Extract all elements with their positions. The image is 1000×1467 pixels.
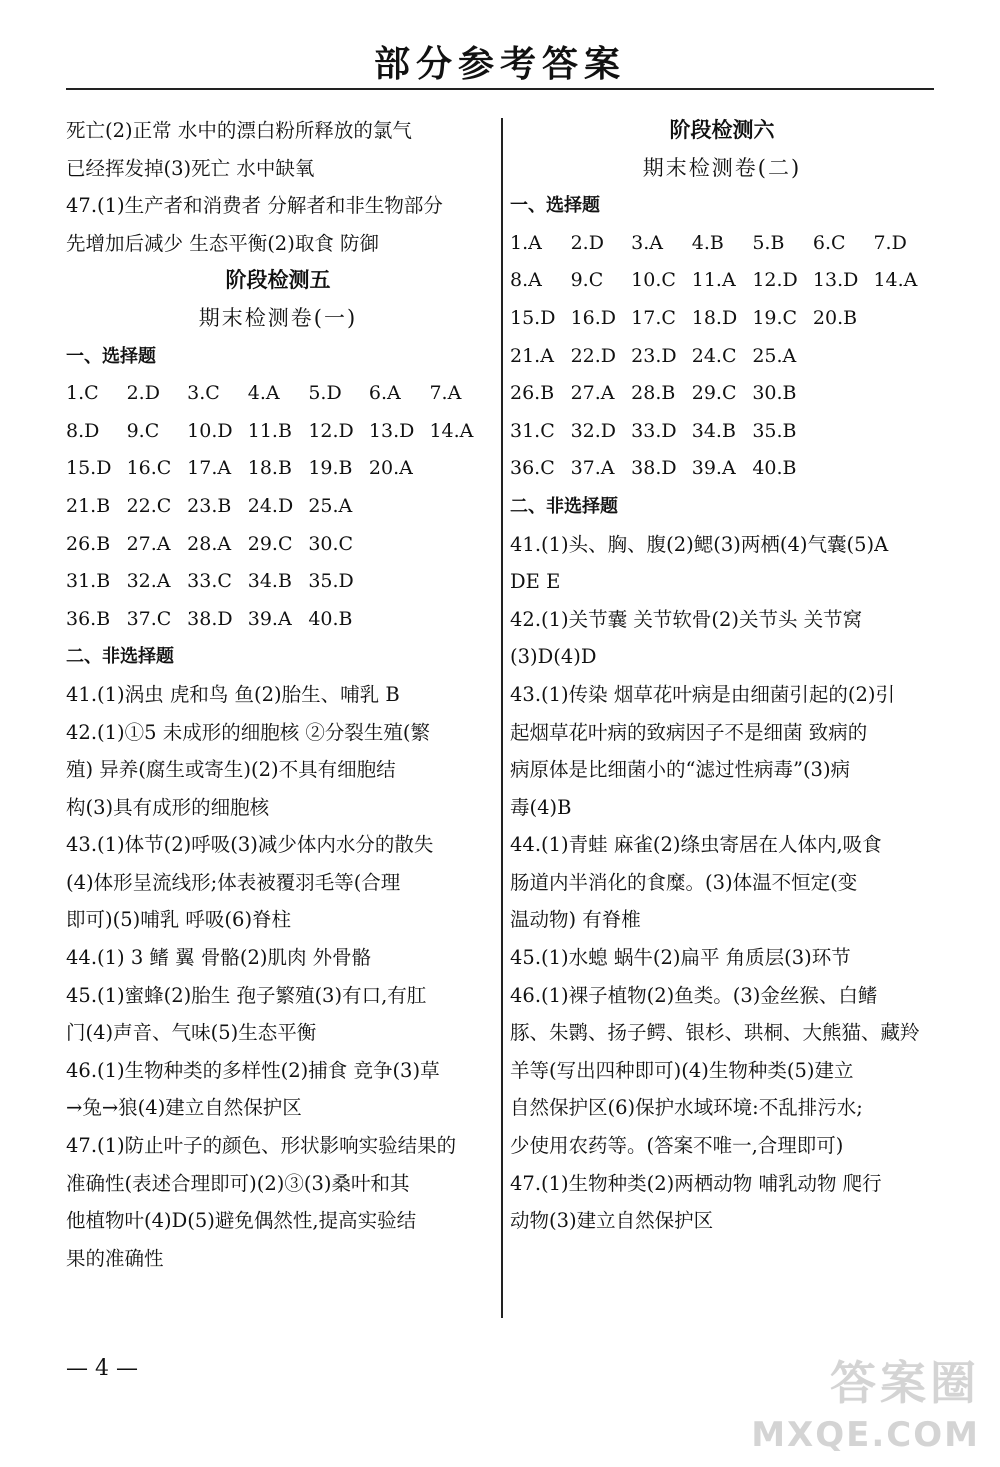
choice-answer: 20.A [368, 457, 413, 480]
choice-answer-row [66, 413, 490, 451]
choice-answer [369, 526, 430, 564]
choice-answer: 10.C [631, 269, 676, 292]
choice-answer: 7.A [429, 382, 462, 405]
text-line: DE E [510, 570, 561, 594]
left-column [66, 112, 490, 1277]
choice-answer-row [66, 375, 490, 413]
choice-answer: 14.A [873, 269, 918, 292]
choice-answer [429, 601, 490, 639]
choice-answer: 13.D [368, 419, 415, 442]
choice-answer: 19.B [308, 457, 353, 480]
text-line: 41.(1)涡虫 虎和鸟 鱼(2)胎生、哺乳 B [66, 682, 400, 706]
choice-answer: 33.D [631, 419, 677, 442]
choice-answer [873, 300, 934, 338]
choice-answer: 15.D [66, 457, 112, 480]
choice-answer [369, 601, 430, 639]
text-line: 即可)(5)哺乳 呼吸(6)脊柱 [66, 908, 292, 932]
text-line: →兔→狼(4)建立自然保护区 [66, 1096, 302, 1120]
choice-answer: 27.A [126, 532, 171, 555]
header-divider [66, 88, 934, 90]
choice-answer: 5.D [308, 382, 342, 405]
choice-answer [369, 488, 430, 526]
choice-answer [813, 450, 874, 488]
choice-answer: 20.B [812, 306, 858, 329]
text-line: 47.(1)生物种类(2)两栖动物 哺乳动物 爬行 [510, 1171, 882, 1195]
choice-answer: 21.A [510, 344, 554, 367]
text-line: 少使用农药等。(答案不唯一,合理即可) [510, 1134, 844, 1158]
choice-answer: 25.A [752, 344, 797, 367]
choice-answer: 30.C [308, 532, 354, 555]
text-line: 已经挥发掉(3)死亡 水中缺氧 [66, 156, 315, 180]
text-line: 肠道内半消化的食糜。(3)体温不恒定(变 [510, 870, 858, 894]
choice-answer-row [66, 563, 490, 601]
choice-answer: 25.A [308, 494, 353, 517]
choice-answer: 18.B [247, 457, 292, 480]
choice-answer: 7.D [873, 231, 907, 254]
choice-answer: 22.D [570, 344, 617, 367]
choice-answer: 36.B [66, 607, 111, 630]
column-divider [501, 118, 503, 1318]
choice-answer: 34.B [247, 570, 292, 593]
choice-answer: 5.B [752, 231, 785, 254]
choice-answer: 17.A [187, 457, 232, 480]
choice-answer: 29.C [247, 532, 293, 555]
choice-answer: 34.B [691, 419, 736, 442]
watermark-logo: 答案圈 [830, 1356, 980, 1410]
choice-answer: 38.D [631, 457, 677, 480]
choice-answer-row [66, 526, 490, 564]
choice-answer: 23.B [187, 494, 232, 517]
page-title: 部分参考答案 [373, 44, 626, 85]
section-title-choice: 一、选择题 [66, 345, 156, 367]
choice-answer-row [510, 375, 934, 413]
choice-answer: 13.D [812, 269, 859, 292]
choice-answer-row [510, 225, 934, 263]
choice-answer-row [66, 488, 490, 526]
text-line: 46.(1)裸子植物(2)鱼类。(3)金丝猴、白鳍 [510, 983, 878, 1007]
text-line: 起烟草花叶病的致病因子不是细菌 致病的 [510, 720, 868, 744]
choice-answer: 28.B [631, 382, 676, 405]
choice-answer: 6.C [812, 231, 846, 254]
choice-answer: 14.A [429, 419, 474, 442]
choice-answer: 15.D [510, 306, 556, 329]
choice-answer-row [510, 338, 934, 376]
choice-answer: 37.C [126, 607, 172, 630]
section-title-nonchoice: 二、非选择题 [510, 495, 618, 517]
choice-answer: 32.A [126, 570, 171, 593]
choice-answer: 17.C [631, 306, 676, 329]
choice-answer: 31.B [66, 570, 111, 593]
choice-answer: 12.D [308, 419, 354, 442]
text-line: 43.(1)体节(2)呼吸(3)减少体内水分的散失 [66, 833, 434, 857]
text-line: 自然保护区(6)保护水域环境:不乱排污水; [510, 1096, 863, 1120]
choice-answer: 35.D [308, 570, 354, 593]
text-line: 果的准确性 [66, 1246, 164, 1270]
text-line: 动物(3)建立自然保护区 [510, 1209, 714, 1233]
choice-answer: 3.C [187, 382, 220, 405]
choice-answer [429, 563, 490, 601]
choice-answer: 38.D [187, 607, 233, 630]
text-line: 羊等(写出四种即可)(4)生物种类(5)建立 [510, 1058, 854, 1082]
choice-answer: 2.D [126, 382, 160, 405]
choice-answer: 16.C [126, 457, 172, 480]
choice-answer: 6.A [368, 382, 401, 405]
exam-subheading: 期末检测卷(二) [642, 155, 802, 180]
choice-answer: 24.C [691, 344, 737, 367]
choice-answer: 4.A [247, 382, 280, 405]
choice-answer [873, 450, 934, 488]
choice-answer: 12.D [752, 269, 798, 292]
choice-answer: 4.B [691, 231, 724, 254]
choice-answer-row [510, 262, 934, 300]
choice-answer: 36.C [510, 457, 555, 480]
text-line: 44.(1)青蛙 麻雀(2)绦虫寄居在人体内,吸食 [510, 833, 882, 857]
watermark [680, 1347, 980, 1455]
choice-answer-row [66, 450, 490, 488]
choice-answer: 28.A [187, 532, 232, 555]
page-number: — 4 — [66, 1356, 138, 1381]
text-line: 45.(1)水螅 蜗牛(2)扁平 角质层(3)环节 [510, 946, 851, 970]
choice-answer: 9.C [570, 269, 604, 292]
stage-heading: 阶段检测五 [225, 268, 331, 293]
choice-answer [813, 413, 874, 451]
choice-answer: 40.B [752, 457, 797, 480]
choice-answer: 24.D [247, 494, 294, 517]
choice-answer [369, 563, 430, 601]
choice-answer: 35.B [752, 419, 797, 442]
choice-answer [873, 375, 934, 413]
text-line: 44.(1) 3 鳍 翼 骨骼(2)肌肉 外骨骼 [66, 946, 372, 970]
choice-answer: 37.A [570, 457, 615, 480]
text-line: 45.(1)蜜蜂(2)胎生 孢子繁殖(3)有口,有肛 [66, 983, 427, 1007]
choice-answer: 1.C [66, 382, 99, 405]
text-line: 他植物叶(4)D(5)避免偶然性,提高实验结 [66, 1209, 417, 1233]
choice-answer: 10.D [187, 419, 233, 442]
choice-answer: 11.A [691, 269, 736, 292]
choice-answer: 26.B [510, 382, 555, 405]
choice-answer-row [510, 413, 934, 451]
choice-answer: 8.A [510, 269, 542, 292]
choice-answer: 29.C [691, 382, 737, 405]
choice-answer [873, 338, 934, 376]
choice-answer [813, 375, 874, 413]
choice-answer: 2.D [570, 231, 604, 254]
text-line: 43.(1)传染 烟草花叶病是由细菌引起的(2)引 [510, 682, 895, 706]
section-title-nonchoice: 二、非选择题 [66, 646, 174, 668]
text-line: (4)体形呈流线形;体表被覆羽毛等(合理 [66, 870, 401, 894]
choice-answer: 23.D [631, 344, 677, 367]
choice-answer: 9.C [126, 419, 160, 442]
choice-answer: 1.A [510, 231, 542, 254]
choice-answer: 19.C [752, 306, 798, 329]
choice-answer: 18.D [691, 306, 738, 329]
choice-answer-row [510, 450, 934, 488]
text-line: 47.(1)防止叶子的颜色、形状影响实验结果的 [66, 1134, 457, 1158]
text-line: 先增加后减少 生态平衡(2)取食 防御 [66, 231, 380, 255]
stage-heading: 阶段检测六 [669, 118, 775, 142]
choice-answer-row [66, 601, 490, 639]
choice-answer: 3.A [631, 231, 664, 254]
text-line: 毒(4)B [510, 795, 572, 819]
text-line: 42.(1)关节囊 关节软骨(2)关节头 关节窝 [510, 607, 863, 631]
text-line: 门(4)声音、气味(5)生态平衡 [66, 1021, 317, 1045]
text-line: 46.(1)生物种类的多样性(2)捕食 竞争(3)草 [66, 1058, 440, 1082]
choice-answer [429, 450, 490, 488]
text-line: 温动物) 有脊椎 [510, 908, 641, 932]
choice-answer: 22.C [126, 494, 172, 517]
choice-answer [813, 338, 874, 376]
choice-answer: 27.A [570, 382, 615, 405]
watermark-url: MXQE.COM [751, 1415, 980, 1455]
text-line: 豚、朱鹮、扬子鳄、银杉、珙桐、大熊猫、藏羚 [510, 1021, 920, 1045]
choice-answer: 33.C [187, 570, 232, 593]
text-line: 死亡(2)正常 水中的漂白粉所释放的氯气 [66, 119, 412, 142]
choice-answer: 30.B [752, 382, 797, 405]
text-line: 47.(1)生产者和消费者 分解者和非生物部分 [66, 194, 443, 218]
choice-answer: 39.A [247, 607, 292, 630]
choice-answer: 21.B [66, 494, 111, 517]
text-line: (3)D(4)D [510, 645, 597, 669]
text-line: 病原体是比细菌小的“滤过性病毒”(3)病 [510, 758, 851, 782]
text-line: 构(3)具有成形的细胞核 [66, 795, 270, 819]
choice-answer: 26.B [66, 532, 111, 555]
exam-subheading: 期末检测卷(一) [198, 305, 358, 330]
choice-answer: 11.B [247, 419, 292, 442]
text-line: 殖) 异养(腐生或寄生)(2)不具有细胞结 [66, 758, 396, 782]
choice-answer: 16.D [570, 306, 617, 329]
choice-answer [429, 488, 490, 526]
choice-answer-row [510, 300, 934, 338]
text-line: 42.(1)①5 未成形的细胞核 ②分裂生殖(繁 [66, 720, 431, 744]
choice-answer: 31.C [510, 419, 555, 442]
choice-answer [429, 526, 490, 564]
choice-answer: 40.B [308, 607, 353, 630]
right-column [510, 112, 934, 1240]
choice-answer: 32.D [570, 419, 617, 442]
choice-answer [873, 413, 934, 451]
text-line: 41.(1)头、胸、腹(2)鳃(3)两栖(4)气囊(5)A [510, 532, 889, 556]
choice-answer: 39.A [691, 457, 736, 480]
section-title-choice: 一、选择题 [510, 195, 600, 217]
choice-answer: 8.D [66, 419, 100, 442]
text-line: 准确性(表述合理即可)(2)③(3)桑叶和其 [66, 1171, 410, 1195]
